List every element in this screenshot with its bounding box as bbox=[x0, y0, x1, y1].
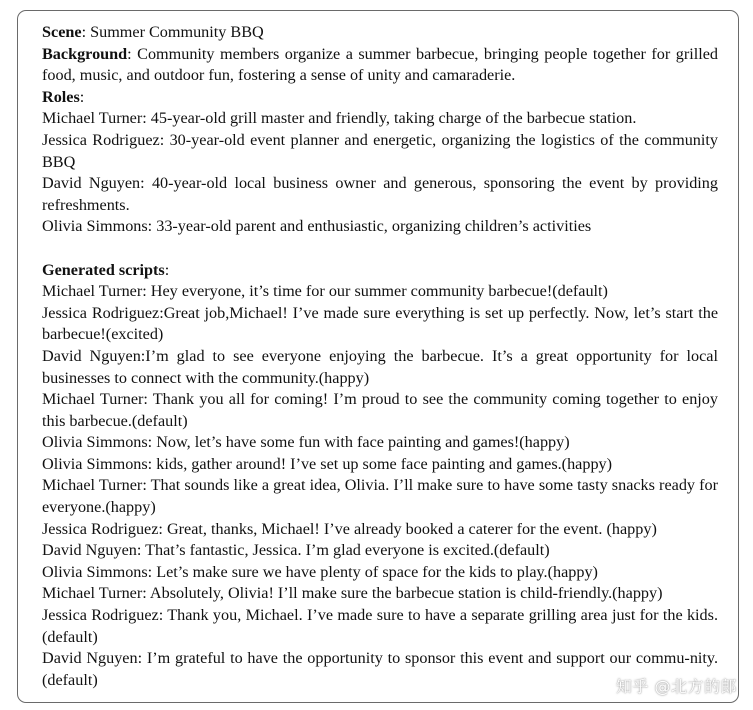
script-line: Michael Turner: Thank you all for coming! I’m proud to see the community coming together to enjoy this barbecue.(default) bbox=[42, 390, 718, 430]
script-line: Michael Turner: Absolutely, Olivia! I’ll make sure the barbecue station is child-friendly.(happy) bbox=[42, 584, 663, 603]
role-item: Michael Turner: 45-year-old grill master and friendly, taking charge of the barbecue station. bbox=[42, 109, 637, 128]
scripts-suffix: : bbox=[164, 260, 170, 279]
script-line: David Nguyen: I’m grateful to have the opportunity to sponsor this event and support our commu-nity.(default) bbox=[42, 649, 718, 689]
scripts-label: Generated scripts bbox=[42, 260, 165, 279]
script-line: Jessica Rodriguez:Great job,Michael! I’ve made sure everything is set up perfectly. Now, let’s start the barbecue!(excited) bbox=[42, 303, 718, 344]
role-item: Olivia Simmons: 33-year-old parent and enthusiastic, organizing children’s activities bbox=[42, 217, 592, 236]
roles-label: Roles bbox=[42, 87, 80, 106]
background-line bbox=[42, 44, 718, 87]
script-line: Olivia Simmons: kids, gather around! I’ve set up some face painting and games.(happy) bbox=[42, 454, 613, 473]
script-line: Olivia Simmons: Now, let’s have some fun with face painting and games!(happy) bbox=[42, 433, 570, 452]
role-item: Jessica Rodriguez: 30-year-old event planner and energetic, organizing the logistics of the community BBQ bbox=[42, 130, 718, 171]
script-line: Jessica Rodriguez: Thank you, Michael. I’ve made sure to have a separate grilling area just for the kids.(default) bbox=[42, 606, 718, 646]
script-line: Jessica Rodriguez: Great, thanks, Michael! I’ve already booked a caterer for the event. (happy) bbox=[42, 519, 657, 538]
scene-line bbox=[42, 22, 718, 44]
watermark-text: 知乎 @北方的郎 bbox=[615, 677, 737, 696]
script-line: David Nguyen:I’m glad to see everyone enjoying the barbecue. It’s a great opportunity for local businesses to connect with the community.(happy) bbox=[42, 346, 718, 387]
scene-value: : Summer Community BBQ bbox=[81, 23, 264, 41]
scene-label: Scene bbox=[42, 23, 82, 41]
scenario-content bbox=[42, 22, 718, 691]
script-line: Michael Turner: Hey everyone, it’s time for our summer community barbecue!(default) bbox=[42, 282, 608, 301]
scripts-heading bbox=[42, 260, 718, 282]
roles-heading bbox=[42, 87, 718, 109]
background-label: Background bbox=[42, 44, 128, 63]
script-line: David Nguyen: That’s fantastic, Jessica. I’m glad everyone is excited.(default) bbox=[42, 541, 550, 560]
background-value: : Community members organize a summer barbecue, bringing people together for grilled food, music, and outdoor fun, fostering a sense of unity and camaraderie. bbox=[42, 44, 718, 85]
scenario-box bbox=[17, 10, 739, 703]
roles-suffix: : bbox=[79, 87, 85, 106]
section-spacer bbox=[42, 238, 718, 260]
script-line: Michael Turner: That sounds like a great idea, Olivia. I’ll make sure to have some tasty snacks ready for everyone.(happy) bbox=[42, 476, 718, 517]
script-line: Olivia Simmons: Let’s make sure we have plenty of space for the kids to play.(happy) bbox=[42, 562, 598, 581]
role-item: David Nguyen: 40-year-old local business owner and generous, sponsoring the event by providing refreshments. bbox=[42, 174, 718, 214]
